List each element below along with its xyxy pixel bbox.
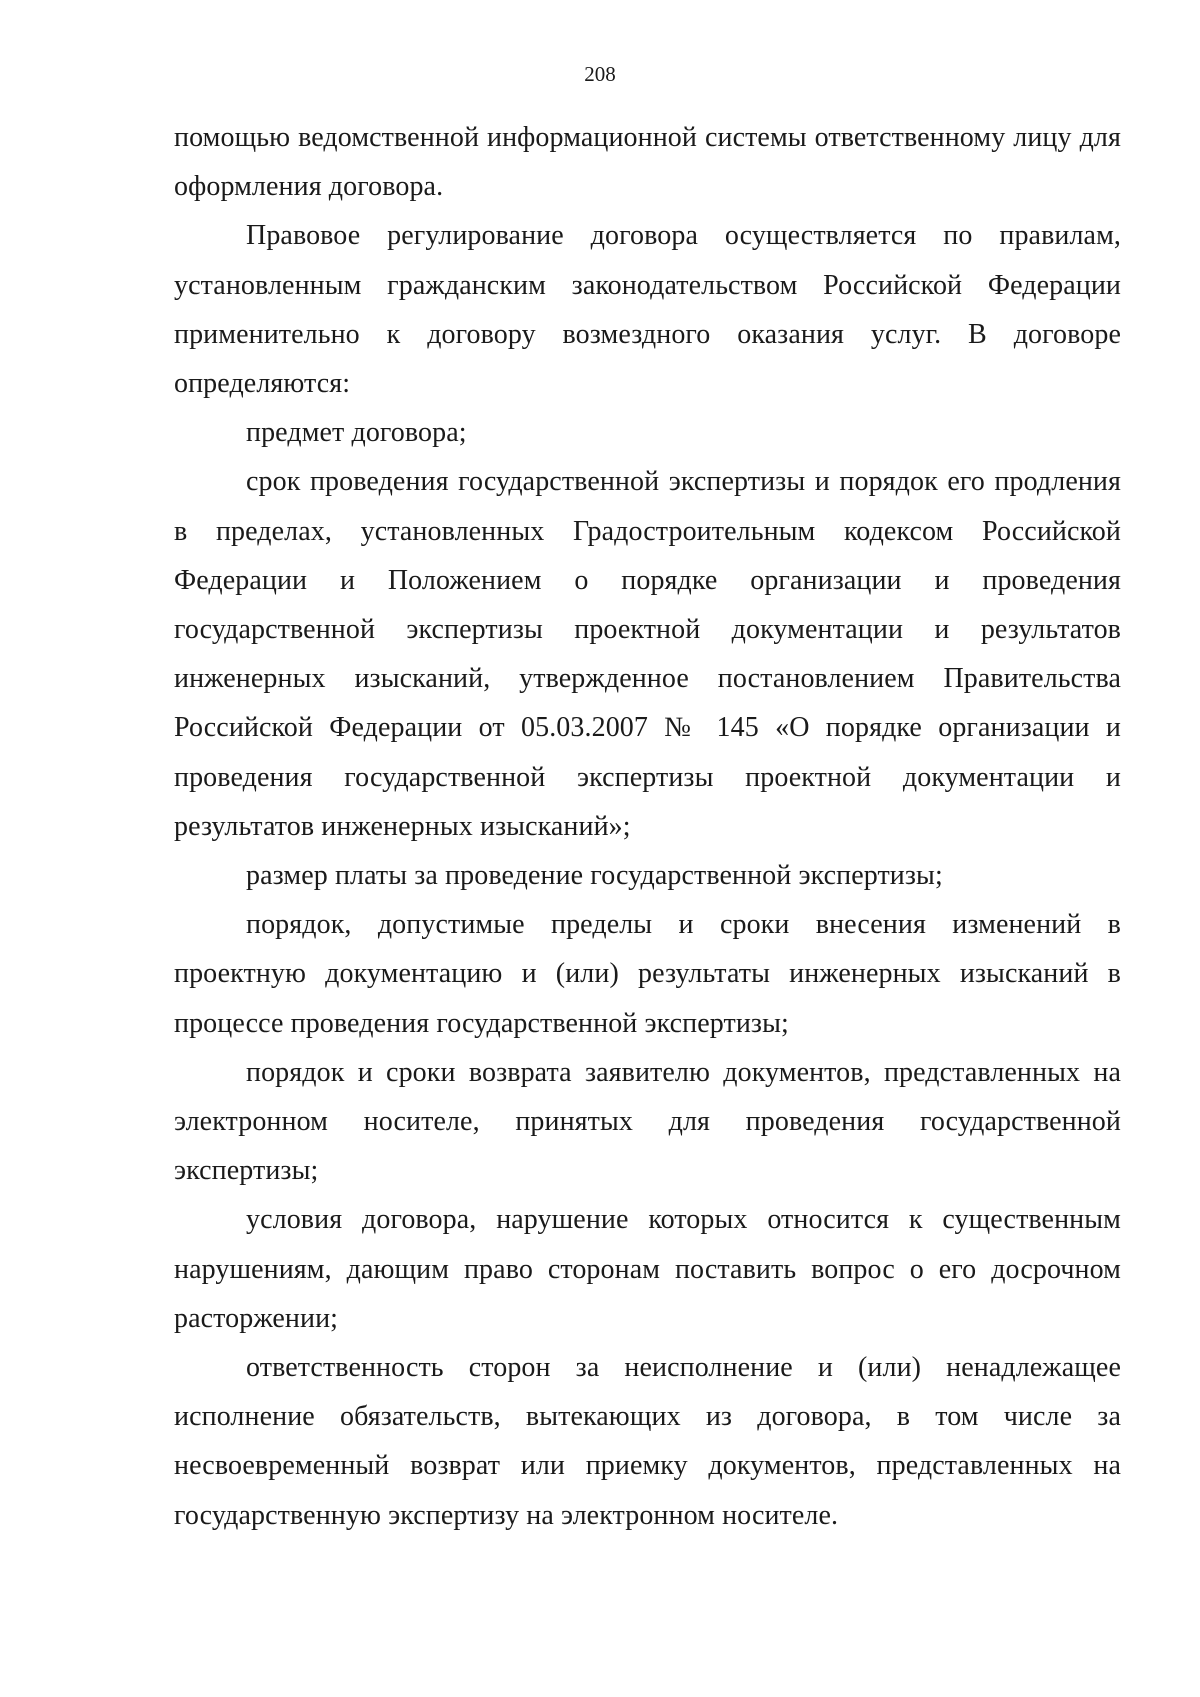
list-item-changes: порядок, допустимые пределы и сроки внесения изменений в проектную документацию и (или) результаты инженерных изысканий в процессе проведения государственной экспертизы; xyxy=(174,909,1121,1039)
list-item-conditions: условия договора, нарушение которых относится к существенным нарушениям, дающим право сторонам поставить вопрос о его досрочном расторжении; xyxy=(174,1204,1121,1334)
list-item-term: срок проведения государственной экспертизы и порядок его продления в пределах, установленных Градостроительным кодексом Российской Федерации и Положением о порядке организации и проведения государственной экспертизы проектной документации и результатов инженерных изысканий, утвержденное постановлением Правительства Российской Федерации от 05.03.2007 № 145 «О порядке организации и проведения государственной экспертизы проектной документации и результатов инженерных изысканий»; xyxy=(174,466,1121,842)
document-body xyxy=(174,113,1121,1540)
paragraph-continuation: помощью ведомственной информационной системы ответственному лицу для оформления договора. xyxy=(174,122,1121,203)
list-item-return: порядок и сроки возврата заявителю документов, представленных на электронном носителе, принятых для проведения государственной экспертизы; xyxy=(174,1056,1121,1187)
list-item-subject: предмет договора; xyxy=(246,417,467,449)
page-number: 208 xyxy=(584,62,616,86)
paragraph-legal-regulation: Правовое регулирование договора осуществляется по правилам, установленным гражданским законодательством Российской Федерации применительно к договору возмездного оказания услуг. В договоре определяются: xyxy=(174,220,1121,400)
list-item-liability: ответственность сторон за неисполнение и (или) ненадлежащее исполнение обязательств, вытекающих из договора, в том числе за несвоевременный возврат или приемку документов, представленных на государственную экспертизу на электронном носителе. xyxy=(174,1352,1121,1531)
list-item-fee: размер платы за проведение государственной экспертизы; xyxy=(246,860,943,892)
